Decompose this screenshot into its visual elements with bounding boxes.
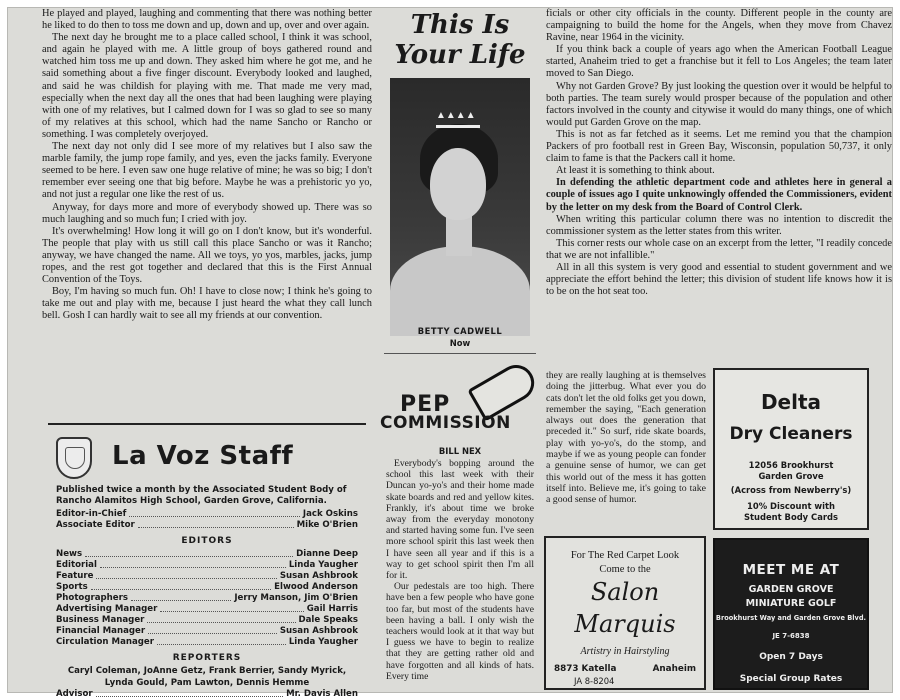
story-paragraph: Boy, I'm having so much fun. Oh! I have to close now; I think he's going to take me out and play with me, because I just heard the what they call lunch bell. Gosh I can hardly wait to see all my friends at our convention. bbox=[42, 286, 372, 322]
pep-paragraph: Our pedestals are too high. There have ben a few people who have gone too far, but most of the students have been having a ball. I only wish the teachers would look at it that way but I guess we have to begin to realize that they are getting rather old and have forgotten and all kinds of hats. Every time bbox=[386, 581, 534, 682]
pep-byline: BILL NEX bbox=[438, 446, 482, 456]
staff-masthead bbox=[48, 423, 366, 699]
photo-caption-sub: Now bbox=[449, 338, 471, 348]
editors-heading: EDITORS bbox=[181, 536, 233, 546]
sports-paragraph: When writing this particular column there was no intention to discredit the commissioner system as the letter states from this writer. bbox=[546, 213, 892, 237]
masthead-row: Advisor Mr. Davis Allen bbox=[56, 689, 358, 699]
newspaper-page bbox=[8, 8, 892, 699]
masthead-row: Associate Editor Mike O'Brien bbox=[56, 520, 358, 530]
middle-column bbox=[380, 8, 540, 692]
pep-continued bbox=[546, 370, 706, 538]
story-paragraph: Anyway, for days more and more of everybody showed up. There was so much laughing and so much fun; I cried with joy. bbox=[42, 201, 372, 225]
feature-title: This Is Your Life bbox=[394, 10, 526, 70]
story-paragraph: The next day not only did I see more of my relatives but I also saw the marble family, the jump rope family, and yes, even the jacks family. Everyone seemed to be here. I even saw one huge relative of mine; he was so big; I don't remember ever seeing one that big before. Maybe he was a prehistoric yo yo, and not just a regular one like the rest of us. bbox=[42, 141, 372, 201]
masthead-row: Sports Elwood Anderson bbox=[56, 582, 358, 592]
delta-dry-cleaners-ad: Delta Dry Cleaners 12056 Brookhurst Garden Grove (Across from Newberry's) 10% Discount with Student Body Cards bbox=[713, 368, 869, 530]
yoyo-story-column bbox=[42, 8, 372, 410]
masthead-row: Financial Manager Susan Ashbrook bbox=[56, 626, 358, 636]
pep-paragraph: Everybody's bopping around the school this last week with their Duncan yo-yo's and their home made skate boards and red and yellow kites. Frankly, it's about time we broke away from the everyday monotony and started having some fun. I've seen more school spirit this last week then I have seen all year and if this is a way to get school spirit then I'm all for it. bbox=[386, 458, 534, 582]
sports-paragraph: If you think back a couple of years ago when the American Football League started, Anaheim tried to get a franchise but it fell to Los Angeles; the team later moved to San Diego. bbox=[546, 44, 892, 80]
queen-photo bbox=[390, 78, 530, 320]
staff-title: La Voz Staff bbox=[112, 441, 294, 471]
story-paragraph: He played and played, laughing and commenting that there was nothing better he liked to do then to toss me down and up, down and up, over and over again. bbox=[42, 8, 372, 32]
sports-paragraph: In defending the athletic department code and athletes here in general a couple of issues ago I quite unknowingly offended the Commissioners, evident by the letter on my desk from the Board of Control Clerk. bbox=[546, 177, 892, 213]
pep-column-text bbox=[386, 458, 534, 692]
publication-statement: Published twice a month by the Associated Student Body of Rancho Alamitos High School, Garden Grove, California. bbox=[56, 485, 347, 506]
masthead-row: Feature Susan Ashbrook bbox=[56, 571, 358, 581]
pep-commission-heading: PEP COMMISSION bbox=[380, 388, 540, 450]
story-paragraph: It's overwhelming! How long it will go on I don't know, but it's wonderful. The people that play with us still call this place Sancho or was it Rancho; anyway, we have changed the name. All we toys, yo yos, marbles, jacks, jump ropes, and the rest got together and declared that this is the First Annual Convention of the Toys. bbox=[42, 225, 372, 286]
sports-paragraph: This corner rests our whole case on an excerpt from the letter, "I readily concede that we are not infallible." bbox=[546, 237, 892, 261]
crown-icon bbox=[436, 114, 480, 128]
masthead-row: Editor-in-Chief Jack Oskins bbox=[56, 509, 358, 519]
divider bbox=[384, 353, 536, 354]
school-seal-icon bbox=[56, 437, 92, 479]
salon-marquis-ad: For The Red Carpet Look Come to the Salon Marquis Artistry in Hairstyling 8873 Katella Anaheim JA 8-8204 bbox=[544, 536, 706, 690]
sports-paragraph: At least it is something to think about. bbox=[556, 165, 715, 177]
pep-continued-paragraph: they are really laughing at is themselves doing the jitterbug. What ever you do cats don't let the old folks get you down, remember the saying, "Each generation always out does the generation that preceded it." So surf, ride skate boards, play with yo-yo's, do the stomp, and maybe if we as young people can fonder a genuine sense of humor, we can get this world out of the mess it has gotten itself into. Believe me, it's going to take a good sense of humor. bbox=[546, 370, 706, 506]
masthead-row: Business Manager Dale Speaks bbox=[56, 615, 358, 625]
miniature-golf-ad: MEET ME AT GARDEN GROVE MINIATURE GOLF Brookhurst Way and Garden Grove Blvd. JE 7-6838 Open 7 Days Special Group Rates bbox=[713, 538, 869, 690]
masthead-row: News Dianne Deep bbox=[56, 549, 358, 559]
sports-paragraph: This is not as far fetched as it seems. Let me remind you that the champion Packers of pro football rest in Green Bay, Wisconsin, population 50,737, it only claim to fame is that the Packers call it home. bbox=[546, 128, 892, 165]
sports-paragraph: ficials or other city officials in the county. Different people in the county are campaigning to build the home for the Angels, when they move from Chavez Ravine, near 1964 in the vicinity. bbox=[546, 8, 892, 44]
masthead-row: Photographers Jerry Manson, Jim O'Brien bbox=[56, 593, 358, 603]
reporters-list: Caryl Coleman, JoAnne Getz, Frank Berrier, Sandy Myrick, Lynda Gould, Pam Lawton, Dennis Hemme bbox=[67, 666, 347, 688]
masthead-row: Editorial Linda Yaugher bbox=[56, 560, 358, 570]
masthead-row: Advertising Manager Gail Harris bbox=[56, 604, 358, 614]
masthead-row: Circulation Manager Linda Yaugher bbox=[56, 637, 358, 647]
sports-paragraph: Why not Garden Grove? By just looking the question over it would be helpful to both parties. The team surely would prosper because of the population and other factors involved in the county and citywise it would do many things, one of which would put Garden Grove on the map. bbox=[546, 80, 892, 128]
story-paragraph: The next day he brought me to a place called school, I think it was school, and again he played with me. A little group of boys gathered round and watched him toss me up and down. They asked him where he got me, and he said something about a five finger discount. Everybody looked and laughed, and said he was childish for playing with me. That made me very mad, especially when the next day all the ones that had been laughing were playing with one of my relatives, but I calmed down for I was so glad to see so many of my relatives at this school, which had the name Sancho or Rancho or something. I was completely overjoyed. bbox=[42, 32, 372, 140]
sports-paragraph: All in all this system is very good and essential to student government and we appreciate the effort behind the letter; this division of student life knows how it is to be on the hot seat too. bbox=[546, 261, 892, 298]
photo-caption-name: BETTY CADWELL bbox=[417, 326, 503, 336]
reporters-heading: REPORTERS bbox=[172, 653, 242, 663]
sports-column bbox=[546, 8, 892, 368]
